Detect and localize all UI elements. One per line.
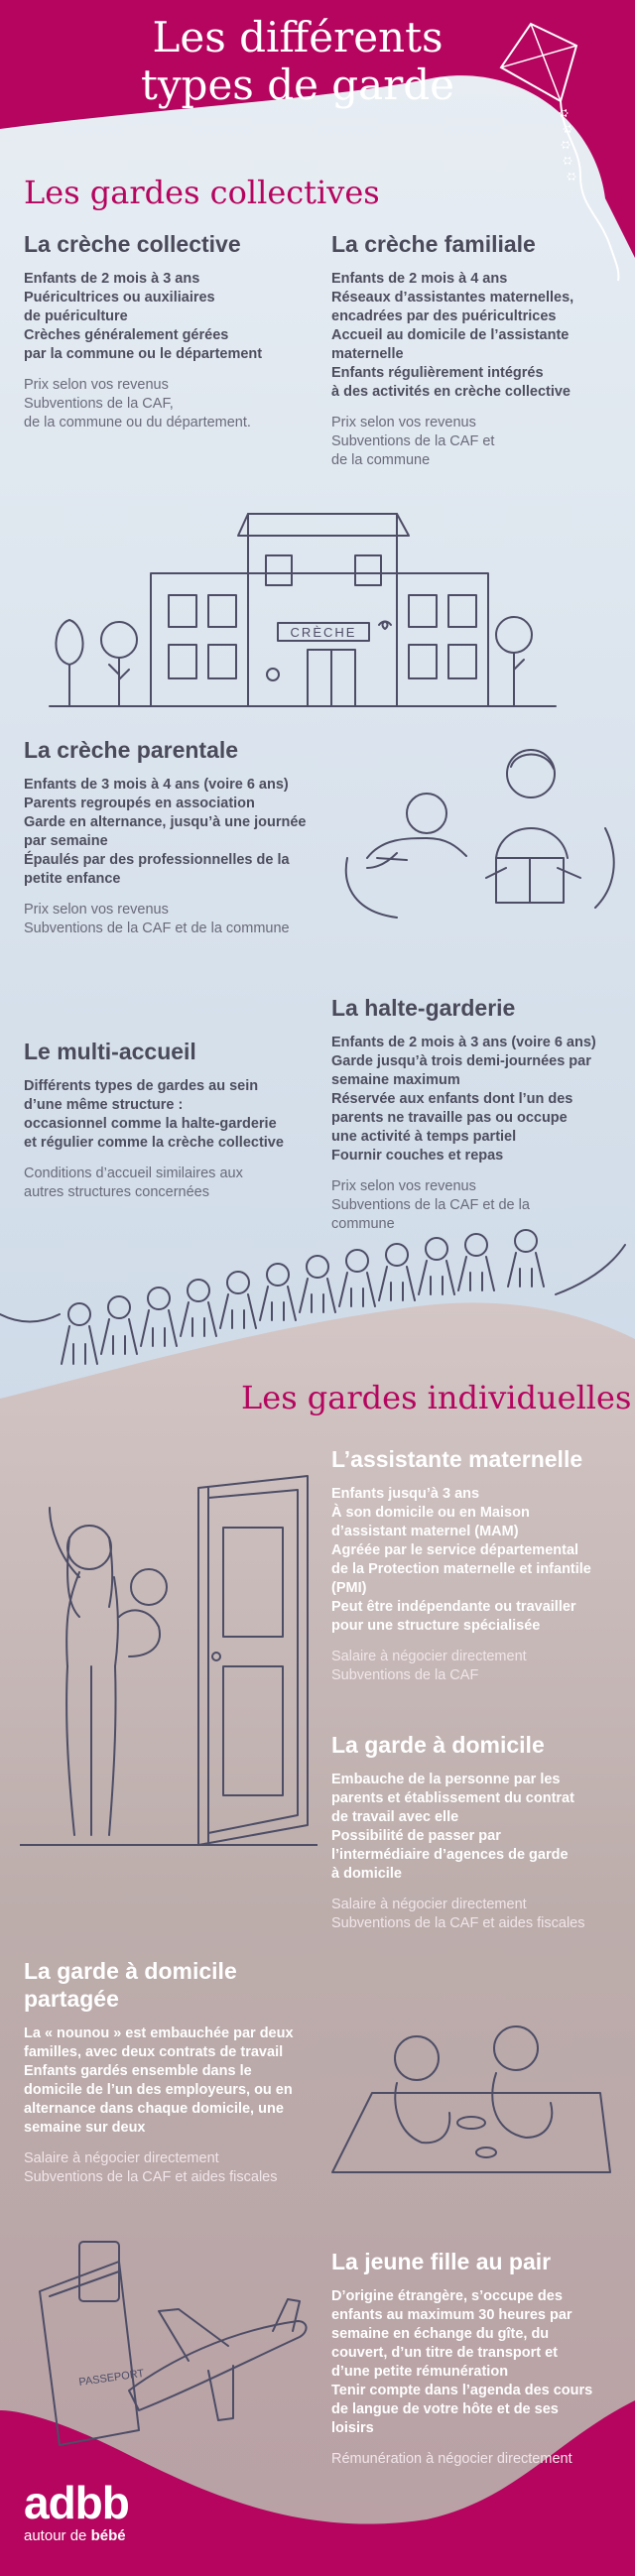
woman-at-door-illustration <box>20 1468 318 1865</box>
brand-tagline <box>24 2527 129 2545</box>
babies-playing-illustration <box>337 739 625 922</box>
card-details: Enfants de 2 mois à 4 ans Réseaux d’assistantes maternelles, encadrées par des puéricultrices Accueil au domicile de l’assistante maternelle Enfants régulièrement intégrés à des activités en crèche collective <box>331 271 574 400</box>
card-cost: Salaire à négocier directement Subventions de la CAF et aides fiscales <box>331 1897 585 1931</box>
brand-logo <box>24 2477 129 2545</box>
card-cost: Prix selon vos revenus Subventions de la CAF et de la commune <box>331 1178 530 1232</box>
brand-tagline-bold: bébé <box>90 2527 126 2544</box>
card-heading: La crèche collective <box>24 231 241 257</box>
card-heading: La garde à domicile <box>331 1732 545 1758</box>
card-details: Embauche de la personne par les parents et établissement du contrat de travail avec elle Possibilité de passer par l’intermédiaire d’agences de garde à domicile <box>331 1772 574 1882</box>
section-title-individuelles: Les gardes individuelles <box>241 1379 632 1416</box>
card-assistante-maternelle <box>331 1445 631 1685</box>
card-heading: La crèche familiale <box>331 231 536 257</box>
card-creche-parentale <box>24 736 351 938</box>
card-cost: Salaire à négocier directement Subventions de la CAF et aides fiscales <box>24 2150 278 2185</box>
card-heading: La jeune fille au pair <box>331 2249 552 2274</box>
card-details: Enfants de 2 mois à 3 ans Puéricultrices ou auxiliaires de puériculture Crèches généralement gérées par la commune ou le département <box>24 271 263 362</box>
card-cost: Prix selon vos revenus Subventions de la CAF et de la commune <box>331 415 495 468</box>
card-cost: Salaire à négocier directement Subventions de la CAF <box>331 1649 527 1683</box>
passport-label: PASSEPORT <box>77 2367 146 2389</box>
brand-tagline-prefix: autour de <box>24 2527 91 2544</box>
brand-logo-text: adbb <box>24 2477 129 2528</box>
card-heading: La garde à domicile partagée <box>24 1958 237 2012</box>
children-chain-illustration <box>0 1175 635 1394</box>
card-cost: Rémunération à négocier directement <box>331 2451 572 2467</box>
card-cost: Prix selon vos revenus Subventions de la CAF, de la commune ou du département. <box>24 377 251 430</box>
page-title: Les différents types de garde <box>140 13 455 109</box>
card-garde-domicile <box>331 1731 631 1933</box>
card-heading: La halte-garderie <box>331 995 516 1021</box>
card-cost: Prix selon vos revenus Subventions de la CAF et de la commune <box>24 902 290 936</box>
card-details: Enfants de 2 mois à 3 ans (voire 6 ans) Garde jusqu’à trois demi-journées par semaine maximum Réservée aux enfants dont l’un des parents ne travaille pas ou occupe une activité à temps partiel Fournir couches et repas <box>331 1035 596 1164</box>
card-details: Enfants jusqu’à 3 ans À son domicile ou en Maison d’assistant maternel (MAM) Agréée par le service départemental de la Protection maternelle et infantile (PMI) Peut être indépendante ou travailler pour une structure spécialisée <box>331 1486 591 1634</box>
card-details: Différents types de gardes au sein d’une même structure : occasionnel comme la halte-garderie et régulier comme la crèche collective <box>24 1078 284 1151</box>
card-garde-partagee <box>24 1957 321 2187</box>
section-title-collectives: Les gardes collectives <box>24 174 380 211</box>
passport-plane-illustration <box>20 2222 318 2450</box>
creche-sign-text: CRÈCHE <box>290 625 357 640</box>
card-heading: L’assistante maternelle <box>331 1446 583 1472</box>
card-heading: La crèche parentale <box>24 737 239 763</box>
card-heading: Le multi-accueil <box>24 1039 196 1064</box>
card-details: Enfants de 3 mois à 4 ans (voire 6 ans) Parents regroupés en association Garde en alternance, jusqu’à une journée par semaine Épaulés par des professionnelles de la petite enfance <box>24 777 307 887</box>
card-details: D’origine étrangère, s’occupe des enfants au maximum 30 heures par semaine en échange du gîte, du couvert, d’un titre de transport et d’une petite rémunération Tenir compte dans l’agenda des cours de langue de votre hôte et de ses loisirs <box>331 2288 593 2436</box>
babies-on-blanket-illustration <box>313 2004 625 2192</box>
card-details: La « nounou » est embauchée par deux familles, avec deux contrats de travail Enfants gardés ensemble dans le domicile de l’un des employeurs, ou en alternance dans chaque domicile, une semaine sur deux <box>24 2025 294 2136</box>
card-cost: Conditions d’accueil similaires aux autres structures concernées <box>24 1165 243 1200</box>
card-jeune-fille-au-pair <box>331 2248 631 2469</box>
card-creche-familiale <box>331 230 629 470</box>
card-creche-collective <box>24 230 321 432</box>
creche-building-illustration <box>40 496 595 719</box>
